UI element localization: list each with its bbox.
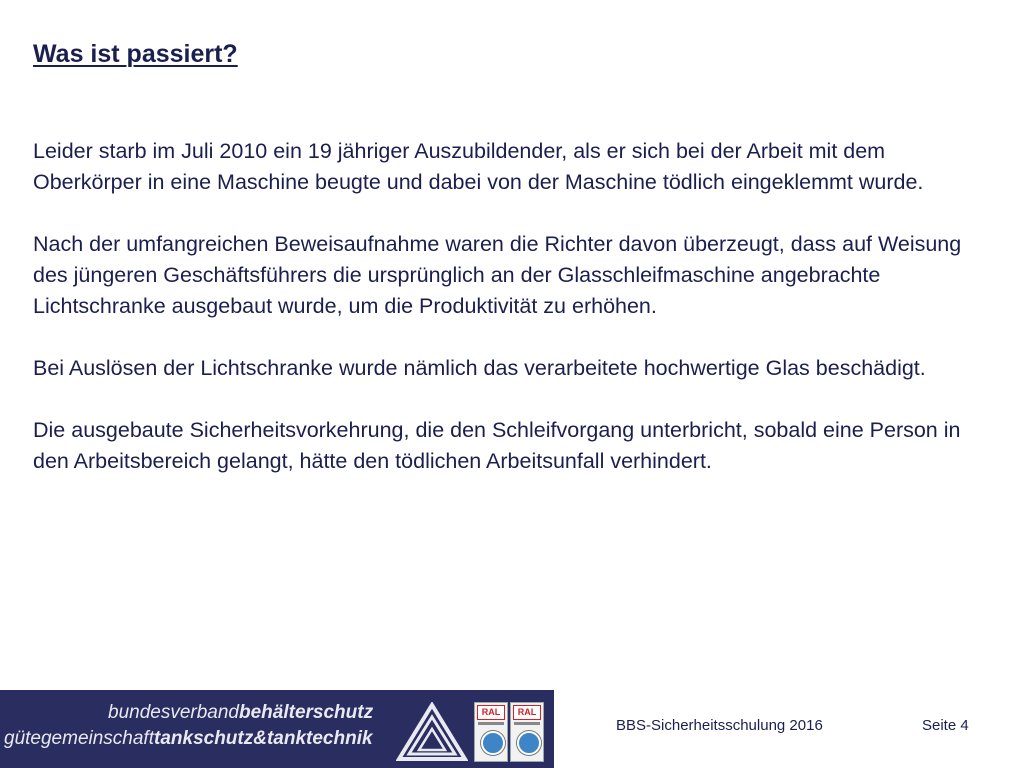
banner-text-bold-2: tankschutz&tanktechnik [154, 728, 373, 749]
ral-seal-icon [474, 702, 508, 762]
slide-title: Was ist passiert? [33, 40, 238, 68]
paragraph-1: Leider starb im Juli 2010 ein 19 jähriger Auszubildender, als er sich bei der Arbeit mit dem Oberkörper in eine Maschine beugte und dabei von der Maschine tödlich eingeklemmt wurde. [33, 139, 924, 194]
banner-line-association [108, 702, 373, 724]
footer-course-name: BBS-Sicherheitsschulung 2016 [616, 717, 823, 734]
banner-text-light-1: bundesverband [108, 702, 239, 723]
slide-body [33, 136, 983, 508]
banner-text-bold-1: behälterschutz [239, 702, 374, 723]
triangle-logo-icon [396, 702, 468, 762]
banner-line-community [4, 728, 373, 750]
ral-seal-label: RAL [477, 705, 505, 720]
footer-banner [0, 690, 554, 768]
ral-seal-label: RAL [513, 705, 541, 720]
footer-page-number: Seite 4 [922, 717, 969, 734]
paragraph-4: Die ausgebaute Sicherheitsvorkehrung, die den Schleifvorgang unterbricht, sobald eine Person in den Arbeitsbereich gelangt, hätte den tödlichen Arbeitsunfall verhindert. [33, 418, 961, 473]
banner-text-light-2: gütegemeinschaft [4, 728, 154, 749]
paragraph-2: Nach der umfangreichen Beweisaufnahme waren die Richter davon überzeugt, dass auf Weisung des jüngeren Geschäftsführers die ursprünglich an der Glasschleifmaschine angebrachte Lichtschranke ausgebaut wurde, um die Produktivität zu erhöhen. [33, 232, 962, 318]
paragraph-3: Bei Auslösen der Lichtschranke wurde nämlich das verarbeitete hochwertige Glas beschädigt. [33, 356, 926, 380]
ral-seal-icon [510, 702, 544, 762]
